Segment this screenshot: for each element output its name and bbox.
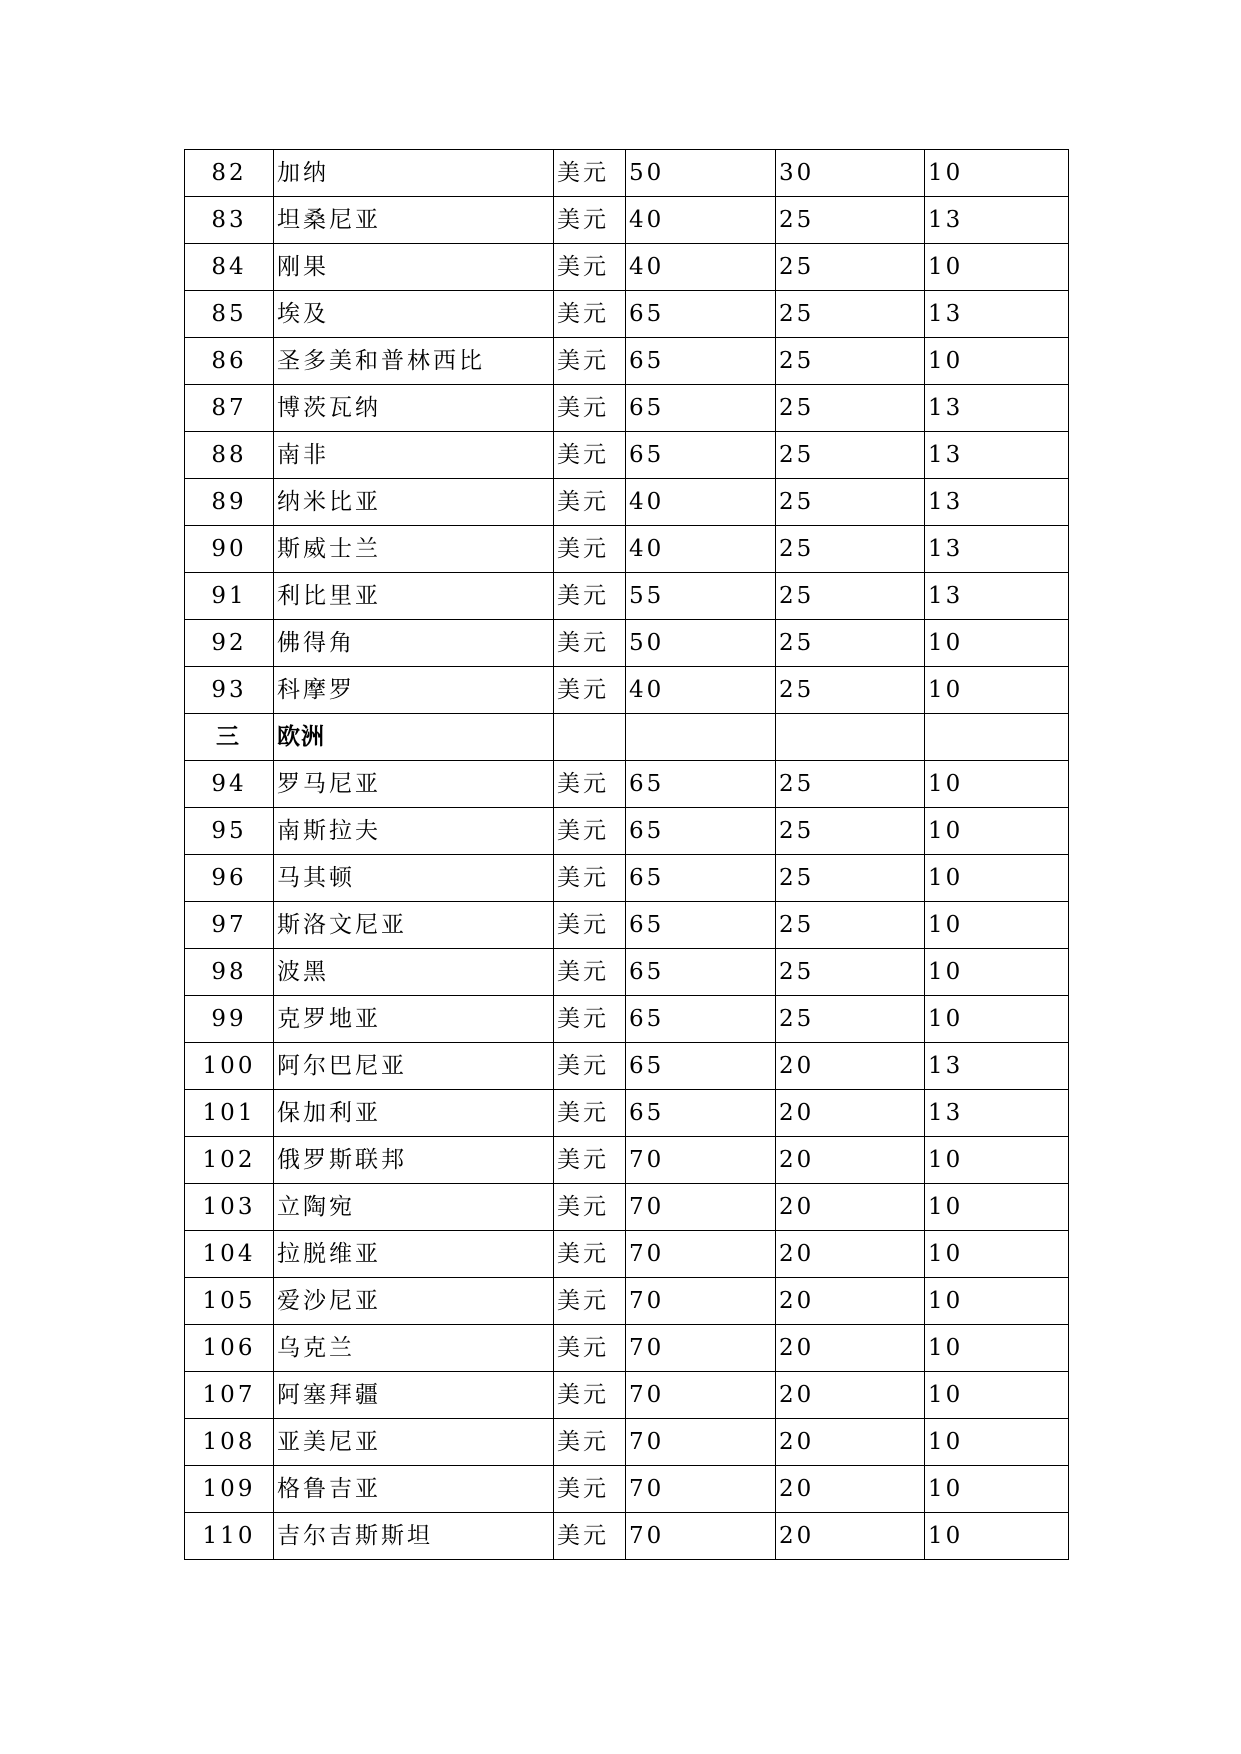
currency-cell: 美元 [554, 1043, 626, 1090]
table-row [185, 902, 1069, 949]
country-name-cell: 立陶宛 [274, 1184, 554, 1231]
row-number-cell: 103 [185, 1184, 274, 1231]
currency-cell: 美元 [554, 432, 626, 479]
value-3-cell: 10 [925, 1419, 1069, 1466]
value-1-cell: 70 [626, 1184, 776, 1231]
value-2-cell: 25 [776, 620, 925, 667]
value-2-cell: 20 [776, 1325, 925, 1372]
table-row [185, 1372, 1069, 1419]
currency-cell: 美元 [554, 526, 626, 573]
country-name-cell: 乌克兰 [274, 1325, 554, 1372]
row-number-cell: 82 [185, 150, 274, 197]
value-2-cell: 20 [776, 1184, 925, 1231]
row-number-cell: 87 [185, 385, 274, 432]
value-1-cell: 65 [626, 808, 776, 855]
row-number-cell: 88 [185, 432, 274, 479]
value-3-cell: 10 [925, 338, 1069, 385]
currency-cell: 美元 [554, 291, 626, 338]
value-3-cell: 10 [925, 244, 1069, 291]
country-name-cell: 拉脱维亚 [274, 1231, 554, 1278]
value-3-cell: 13 [925, 432, 1069, 479]
country-name-cell: 加纳 [274, 150, 554, 197]
row-number-cell: 96 [185, 855, 274, 902]
country-name-cell: 南斯拉夫 [274, 808, 554, 855]
table-row [185, 1419, 1069, 1466]
value-3-cell: 10 [925, 1137, 1069, 1184]
value-3-cell: 13 [925, 479, 1069, 526]
currency-cell: 美元 [554, 855, 626, 902]
value-2-cell: 25 [776, 338, 925, 385]
table-row [185, 1043, 1069, 1090]
value-1-cell: 70 [626, 1466, 776, 1513]
currency-cell: 美元 [554, 150, 626, 197]
value-2-cell: 25 [776, 479, 925, 526]
table-row [185, 197, 1069, 244]
table-row [185, 432, 1069, 479]
row-number-cell: 107 [185, 1372, 274, 1419]
value-1-cell: 40 [626, 197, 776, 244]
row-number-cell: 86 [185, 338, 274, 385]
country-name-cell: 俄罗斯联邦 [274, 1137, 554, 1184]
value-3-cell: 10 [925, 1325, 1069, 1372]
value-1-cell: 70 [626, 1325, 776, 1372]
value-2-cell: 25 [776, 432, 925, 479]
currency-cell: 美元 [554, 1231, 626, 1278]
value-3-cell: 10 [925, 150, 1069, 197]
table-row [185, 150, 1069, 197]
rate-table [184, 149, 1069, 1560]
currency-cell: 美元 [554, 1184, 626, 1231]
value-2-cell: 20 [776, 1090, 925, 1137]
row-number-cell: 85 [185, 291, 274, 338]
country-name-cell: 爱沙尼亚 [274, 1278, 554, 1325]
value-2-cell: 25 [776, 902, 925, 949]
value-1-cell: 70 [626, 1137, 776, 1184]
country-name-cell: 纳米比亚 [274, 479, 554, 526]
country-name-cell: 保加利亚 [274, 1090, 554, 1137]
value-1-cell: 70 [626, 1278, 776, 1325]
row-number-cell: 102 [185, 1137, 274, 1184]
table-row [185, 855, 1069, 902]
value-2-cell: 25 [776, 291, 925, 338]
table-row [185, 1513, 1069, 1560]
table-row [185, 1090, 1069, 1137]
country-name-cell: 阿塞拜疆 [274, 1372, 554, 1419]
currency-cell: 美元 [554, 620, 626, 667]
value-2-cell: 30 [776, 150, 925, 197]
table-row [185, 1325, 1069, 1372]
table-row [185, 1184, 1069, 1231]
currency-cell: 美元 [554, 1419, 626, 1466]
value-1-cell: 40 [626, 244, 776, 291]
currency-cell: 美元 [554, 573, 626, 620]
value-1-cell [626, 714, 776, 761]
country-name-cell: 佛得角 [274, 620, 554, 667]
value-1-cell: 50 [626, 150, 776, 197]
country-name-cell: 斯洛文尼亚 [274, 902, 554, 949]
row-number-cell: 100 [185, 1043, 274, 1090]
row-number-cell: 83 [185, 197, 274, 244]
currency-cell: 美元 [554, 996, 626, 1043]
country-name-cell: 阿尔巴尼亚 [274, 1043, 554, 1090]
table-row [185, 996, 1069, 1043]
country-name-cell: 亚美尼亚 [274, 1419, 554, 1466]
table-row [185, 808, 1069, 855]
value-1-cell: 65 [626, 902, 776, 949]
row-number-cell: 90 [185, 526, 274, 573]
value-1-cell: 40 [626, 667, 776, 714]
value-3-cell: 13 [925, 291, 1069, 338]
currency-cell: 美元 [554, 761, 626, 808]
value-1-cell: 65 [626, 1090, 776, 1137]
value-2-cell: 20 [776, 1043, 925, 1090]
country-name-cell: 南非 [274, 432, 554, 479]
row-number-cell: 94 [185, 761, 274, 808]
value-3-cell: 10 [925, 1513, 1069, 1560]
value-1-cell: 40 [626, 479, 776, 526]
value-3-cell: 10 [925, 1372, 1069, 1419]
currency-cell: 美元 [554, 1278, 626, 1325]
value-2-cell: 25 [776, 197, 925, 244]
value-1-cell: 70 [626, 1513, 776, 1560]
value-3-cell: 10 [925, 855, 1069, 902]
row-number-cell: 98 [185, 949, 274, 996]
currency-cell: 美元 [554, 1372, 626, 1419]
currency-cell: 美元 [554, 479, 626, 526]
currency-cell: 美元 [554, 1466, 626, 1513]
country-name-cell: 波黑 [274, 949, 554, 996]
table-row [185, 526, 1069, 573]
row-number-cell: 91 [185, 573, 274, 620]
value-1-cell: 65 [626, 432, 776, 479]
value-2-cell: 25 [776, 808, 925, 855]
value-1-cell: 40 [626, 526, 776, 573]
value-2-cell: 20 [776, 1372, 925, 1419]
table-row [185, 573, 1069, 620]
table-row [185, 1466, 1069, 1513]
value-3-cell: 13 [925, 1090, 1069, 1137]
value-2-cell: 20 [776, 1466, 925, 1513]
country-name-cell: 罗马尼亚 [274, 761, 554, 808]
country-name-cell: 科摩罗 [274, 667, 554, 714]
country-name-cell: 博茨瓦纳 [274, 385, 554, 432]
value-2-cell: 25 [776, 761, 925, 808]
currency-cell: 美元 [554, 667, 626, 714]
table-row [185, 479, 1069, 526]
row-number-cell: 109 [185, 1466, 274, 1513]
value-2-cell: 25 [776, 855, 925, 902]
value-2-cell: 25 [776, 573, 925, 620]
country-name-cell: 格鲁吉亚 [274, 1466, 554, 1513]
row-number-cell: 101 [185, 1090, 274, 1137]
value-1-cell: 65 [626, 385, 776, 432]
country-name-cell: 刚果 [274, 244, 554, 291]
value-2-cell: 20 [776, 1137, 925, 1184]
row-number-cell: 105 [185, 1278, 274, 1325]
table-row [185, 291, 1069, 338]
value-3-cell: 10 [925, 949, 1069, 996]
value-2-cell: 20 [776, 1231, 925, 1278]
row-number-cell: 三 [185, 714, 274, 761]
value-3-cell: 10 [925, 996, 1069, 1043]
currency-cell: 美元 [554, 385, 626, 432]
currency-cell: 美元 [554, 902, 626, 949]
row-number-cell: 99 [185, 996, 274, 1043]
country-name-cell: 吉尔吉斯斯坦 [274, 1513, 554, 1560]
value-3-cell: 10 [925, 808, 1069, 855]
row-number-cell: 84 [185, 244, 274, 291]
table-row [185, 338, 1069, 385]
value-1-cell: 70 [626, 1419, 776, 1466]
value-3-cell: 10 [925, 902, 1069, 949]
value-3-cell: 13 [925, 1043, 1069, 1090]
table-row [185, 1278, 1069, 1325]
value-3-cell: 10 [925, 1184, 1069, 1231]
value-2-cell: 20 [776, 1278, 925, 1325]
table-row [185, 761, 1069, 808]
row-number-cell: 106 [185, 1325, 274, 1372]
value-1-cell: 65 [626, 949, 776, 996]
row-number-cell: 110 [185, 1513, 274, 1560]
currency-cell: 美元 [554, 1090, 626, 1137]
value-2-cell: 25 [776, 667, 925, 714]
value-1-cell: 65 [626, 338, 776, 385]
row-number-cell: 92 [185, 620, 274, 667]
table-row [185, 1231, 1069, 1278]
value-3-cell: 10 [925, 761, 1069, 808]
row-number-cell: 89 [185, 479, 274, 526]
row-number-cell: 97 [185, 902, 274, 949]
currency-cell: 美元 [554, 949, 626, 996]
value-3-cell: 10 [925, 1466, 1069, 1513]
value-3-cell: 10 [925, 1278, 1069, 1325]
row-number-cell: 108 [185, 1419, 274, 1466]
row-number-cell: 93 [185, 667, 274, 714]
table-row [185, 620, 1069, 667]
currency-cell [554, 714, 626, 761]
value-2-cell [776, 714, 925, 761]
value-3-cell: 10 [925, 667, 1069, 714]
country-name-cell: 埃及 [274, 291, 554, 338]
table-row [185, 667, 1069, 714]
row-number-cell: 104 [185, 1231, 274, 1278]
table-row [185, 1137, 1069, 1184]
value-1-cell: 70 [626, 1372, 776, 1419]
currency-cell: 美元 [554, 1513, 626, 1560]
value-3-cell: 10 [925, 620, 1069, 667]
value-3-cell: 13 [925, 385, 1069, 432]
value-1-cell: 65 [626, 291, 776, 338]
value-3-cell [925, 714, 1069, 761]
value-2-cell: 25 [776, 385, 925, 432]
value-2-cell: 20 [776, 1513, 925, 1560]
country-name-cell: 斯威士兰 [274, 526, 554, 573]
section-header-row [185, 714, 1069, 761]
country-name-cell: 圣多美和普林西比 [274, 338, 554, 385]
value-3-cell: 10 [925, 1231, 1069, 1278]
value-1-cell: 65 [626, 996, 776, 1043]
currency-cell: 美元 [554, 338, 626, 385]
table-body [185, 150, 1069, 1560]
value-1-cell: 65 [626, 855, 776, 902]
currency-cell: 美元 [554, 808, 626, 855]
currency-cell: 美元 [554, 244, 626, 291]
country-name-cell: 克罗地亚 [274, 996, 554, 1043]
value-2-cell: 25 [776, 526, 925, 573]
table-row [185, 244, 1069, 291]
country-name-cell: 欧洲 [274, 714, 554, 761]
value-2-cell: 25 [776, 244, 925, 291]
currency-cell: 美元 [554, 1325, 626, 1372]
currency-cell: 美元 [554, 197, 626, 244]
value-1-cell: 55 [626, 573, 776, 620]
value-1-cell: 65 [626, 761, 776, 808]
country-name-cell: 马其顿 [274, 855, 554, 902]
value-3-cell: 13 [925, 526, 1069, 573]
value-3-cell: 13 [925, 197, 1069, 244]
currency-cell: 美元 [554, 1137, 626, 1184]
table-row [185, 949, 1069, 996]
value-1-cell: 65 [626, 1043, 776, 1090]
row-number-cell: 95 [185, 808, 274, 855]
value-2-cell: 25 [776, 996, 925, 1043]
table-row [185, 385, 1069, 432]
country-name-cell: 利比里亚 [274, 573, 554, 620]
value-3-cell: 13 [925, 573, 1069, 620]
value-2-cell: 25 [776, 949, 925, 996]
value-2-cell: 20 [776, 1419, 925, 1466]
value-1-cell: 50 [626, 620, 776, 667]
value-1-cell: 70 [626, 1231, 776, 1278]
country-name-cell: 坦桑尼亚 [274, 197, 554, 244]
